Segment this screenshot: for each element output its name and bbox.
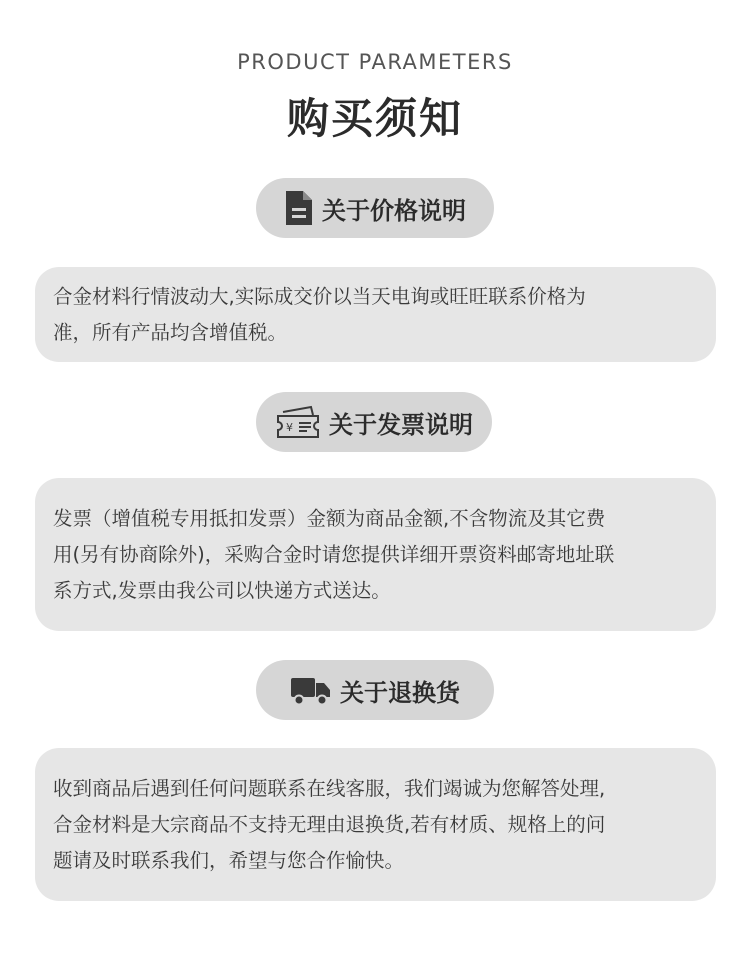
document-icon	[284, 189, 314, 227]
body-line: 合金材料是大宗商品不支持无理由退换货,若有材质、规格上的问	[53, 812, 606, 836]
body-line: 准，所有产品均含增值税。	[53, 320, 288, 344]
delivery-truck-icon	[290, 673, 332, 707]
body-line: 发票（增值税专用抵扣发票）金额为商品金额,不含物流及其它费	[53, 506, 606, 530]
invoice-ticket-icon	[275, 403, 321, 441]
body-line: 系方式,发票由我公司以快递方式送达。	[53, 578, 391, 602]
header-subtitle: PRODUCT PARAMETERS	[237, 50, 513, 74]
section-heading-label: 关于退换货	[340, 678, 460, 707]
body-line: 收到商品后遇到任何问题联系在线客服，我们竭诚为您解答处理,	[53, 776, 606, 800]
section-body-invoice	[35, 478, 716, 631]
section-heading-returns	[256, 660, 494, 720]
section-heading-invoice	[256, 392, 492, 452]
page-title: 购买须知	[286, 94, 463, 143]
body-line: 用(另有协商除外)，采购合金时请您提供详细开票资料邮寄地址联	[53, 542, 615, 566]
section-heading-label: 关于发票说明	[329, 410, 473, 439]
body-line: 题请及时联系我们，希望与您合作愉快。	[53, 848, 405, 872]
section-body-price	[35, 267, 716, 362]
section-heading-label: 关于价格说明	[322, 196, 466, 225]
section-body-returns	[35, 748, 716, 901]
body-line: 合金材料行情波动大,实际成交价以当天电询或旺旺联系价格为	[53, 284, 586, 308]
section-heading-price	[256, 178, 494, 238]
svg-text:¥: ¥	[286, 421, 293, 434]
